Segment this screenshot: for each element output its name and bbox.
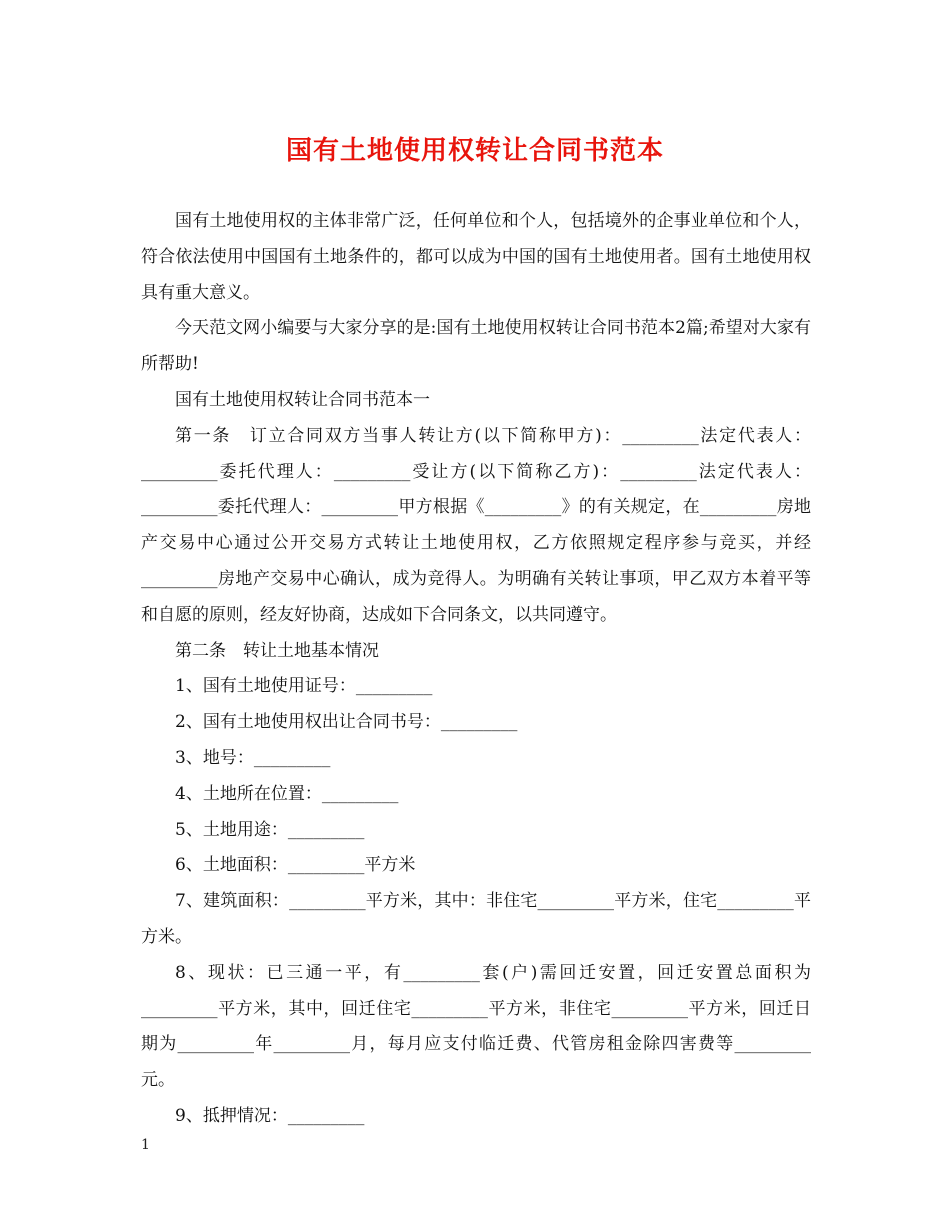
list-item-8: 8、现状：已三通一平，有_________套(户)需回迁安置，回迁安置总面积为_________平方米，其中，回迁住宅_________平方米，非住宅_________平方米，回迁日期为_________年_________月，每月应支付临迁费、代管房租金除四害费等_________元。 xyxy=(141,962,811,1091)
list-item-3: 3、地号：_________ xyxy=(175,747,331,768)
document-title: 国有土地使用权转让合同书范本 xyxy=(285,136,664,166)
share-paragraph: 今天范文网小编要与大家分享的是:国有土地使用权转让合同书范本2篇;希望对大家有所帮助! xyxy=(141,318,811,375)
list-item-4: 4、土地所在位置：_________ xyxy=(175,783,399,804)
list-item-2: 2、国有土地使用权出让合同书号：_________ xyxy=(175,712,518,733)
list-item-1: 1、国有土地使用证号：_________ xyxy=(175,676,433,697)
list-item-5: 5、土地用途：_________ xyxy=(175,819,365,840)
article-two-heading: 第二条 转让土地基本情况 xyxy=(175,640,379,661)
document-body xyxy=(141,204,811,1135)
list-item-9: 9、抵押情况：_________ xyxy=(175,1105,365,1126)
list-item-7: 7、建筑面积：_________平方米，其中：非住宅_________平方米，住宅_________平方米。 xyxy=(141,891,811,947)
list-item-6: 6、土地面积：_________平方米 xyxy=(175,855,416,876)
section-heading: 国有土地使用权转让合同书范本一 xyxy=(175,389,430,410)
page-number: 1 xyxy=(141,1137,150,1153)
article-one: 第一条 订立合同双方当事人转让方(以下简称甲方)：_________法定代表人：_________委托代理人：_________受让方(以下简称乙方)：_________法定代表人：_________委托代理人：_________甲方根据《_________》的有关规定，在_________房地产交易中心通过公开交易方式转让土地使用权，乙方依照规定程序参与竞买，并经_________房地产交易中心确认，成为竞得人。为明确有关转让事项，甲乙双方本着平等和自愿的原则，经友好协商，达成如下合同条文，以共同遵守。 xyxy=(141,425,811,625)
intro-paragraph: 国有土地使用权的主体非常广泛，任何单位和个人，包括境外的企事业单位和个人，符合依法使用中国国有土地条件的，都可以成为中国的国有土地使用者。国有土地使用权具有重大意义。 xyxy=(141,211,811,303)
